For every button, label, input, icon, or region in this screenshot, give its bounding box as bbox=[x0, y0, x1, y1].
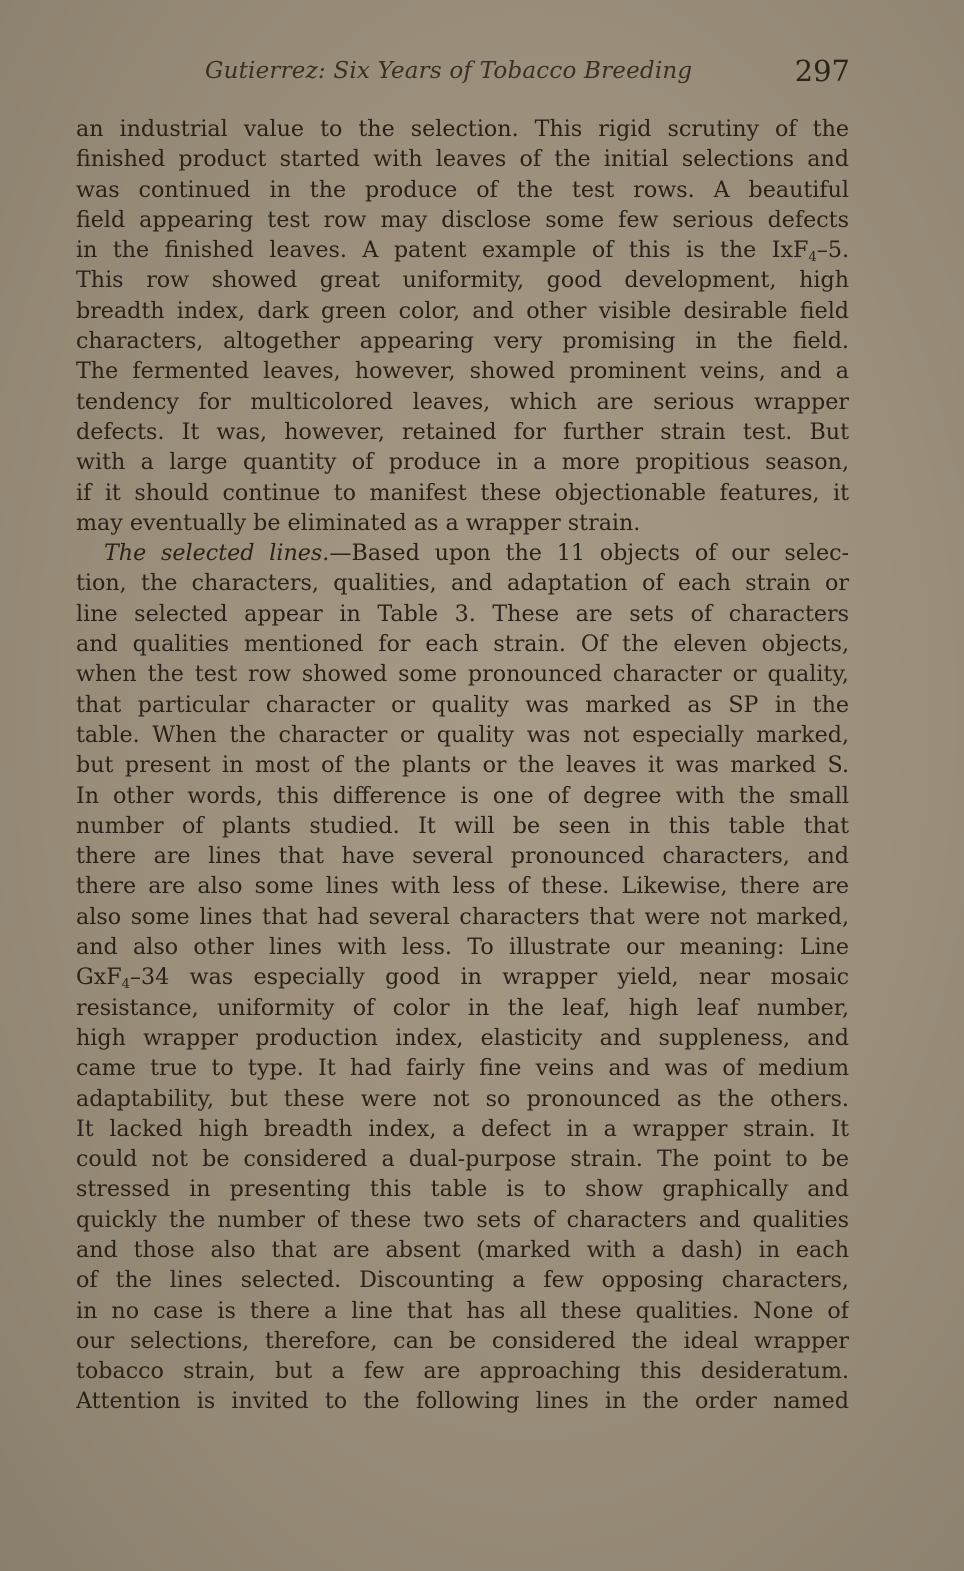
text-line: tendency for multicolored leaves, which are serious wrapper bbox=[76, 388, 849, 415]
text-line: with a large quantity of produce in a more propitious season, bbox=[76, 449, 849, 476]
text-line: was continued in the produce of the test rows. A beautiful bbox=[76, 176, 849, 203]
text-line: finished product started with leaves of the initial selections and bbox=[76, 146, 849, 173]
text-line: of the lines selected. Discounting a few opposing characters, bbox=[76, 1267, 849, 1294]
text-line: The fermented leaves, however, showed prominent veins, and a bbox=[76, 358, 849, 385]
text-line: table. When the character or quality was not especially marked, bbox=[76, 721, 849, 748]
text-fragment: in the finished leaves. A patent example of this is the IxF bbox=[76, 237, 809, 264]
text-line: may eventually be eliminated as a wrapper strain. bbox=[76, 509, 641, 536]
text-fragment: —Based upon the 11 objects of our selec- bbox=[329, 540, 849, 567]
text-line: and those also that are absent (marked with a dash) in each bbox=[76, 1236, 849, 1263]
text-line: and also other lines with less. To illustrate our meaning: Line bbox=[76, 934, 849, 961]
text-line: in no case is there a line that has all these qualities. None of bbox=[76, 1297, 849, 1324]
text-line: line selected appear in Table 3. These are sets of characters bbox=[76, 600, 849, 627]
text-fragment: –5. bbox=[816, 237, 849, 264]
subscript: 4 bbox=[808, 250, 817, 266]
text-line: stressed in presenting this table is to show graphically and bbox=[76, 1176, 849, 1203]
text-line bbox=[76, 235, 849, 265]
text-line: could not be considered a dual-purpose strain. The point to be bbox=[76, 1146, 849, 1173]
text-line: field appearing test row may disclose some few serious defects bbox=[76, 206, 849, 233]
text-fragment: –34 was especially good in wrapper yield, near mosaic bbox=[129, 964, 849, 991]
text-line: high wrapper production index, elasticity and suppleness, and bbox=[76, 1024, 849, 1051]
text-line: It lacked high breadth index, a defect in a wrapper strain. It bbox=[76, 1115, 849, 1142]
text-line: that particular character or quality was marked as SP in the bbox=[76, 691, 849, 718]
text-line: characters, altogether appearing very promising in the field. bbox=[76, 328, 849, 355]
text-line: quickly the number of these two sets of characters and qualities bbox=[76, 1206, 849, 1233]
running-title: Gutierrez: Six Years of Tobacco Breeding bbox=[205, 58, 693, 84]
text-line: defects. It was, however, retained for further strain test. But bbox=[76, 418, 849, 445]
text-line: also some lines that had several characters that were not marked, bbox=[76, 903, 849, 930]
text-line: resistance, uniformity of color in the leaf, high leaf number, bbox=[76, 994, 849, 1021]
text-line: but present in most of the plants or the leaves it was marked S. bbox=[76, 752, 849, 779]
text-line: came true to type. It had fairly fine veins and was of medium bbox=[76, 1055, 849, 1082]
subscript: 4 bbox=[121, 977, 130, 993]
text-line: Attention is invited to the following lines in the order named bbox=[76, 1388, 849, 1415]
text-line: adaptability, but these were not so pronounced as the others. bbox=[76, 1085, 849, 1112]
text-line bbox=[76, 962, 849, 992]
text-line: if it should continue to manifest these objectionable features, it bbox=[76, 479, 849, 506]
text-line: In other words, this difference is one of degree with the small bbox=[76, 782, 849, 809]
section-heading: The selected lines. bbox=[104, 540, 330, 567]
paragraph-start-line bbox=[76, 538, 849, 568]
text-line: number of plants studied. It will be seen in this table that bbox=[76, 812, 849, 839]
running-head bbox=[205, 54, 850, 92]
body-text bbox=[76, 114, 849, 1417]
text-fragment: GxF bbox=[76, 964, 122, 991]
text-line: and qualities mentioned for each strain. Of the eleven objects, bbox=[76, 631, 849, 658]
text-line: when the test row showed some pronounced character or quality, bbox=[76, 661, 849, 688]
page-number: 297 bbox=[794, 54, 850, 88]
text-line: This row showed great uniformity, good development, high bbox=[76, 267, 849, 294]
text-line: there are also some lines with less of these. Likewise, there are bbox=[76, 873, 849, 900]
text-line: there are lines that have several pronounced characters, and bbox=[76, 843, 849, 870]
text-line: an industrial value to the selection. This rigid scrutiny of the bbox=[76, 116, 849, 142]
text-line: breadth index, dark green color, and other visible desirable field bbox=[76, 297, 849, 324]
text-line: tobacco strain, but a few are approaching this desideratum. bbox=[76, 1358, 849, 1385]
text-line: our selections, therefore, can be considered the ideal wrapper bbox=[76, 1327, 849, 1354]
text-line: tion, the characters, qualities, and adaptation of each strain or bbox=[76, 570, 849, 597]
